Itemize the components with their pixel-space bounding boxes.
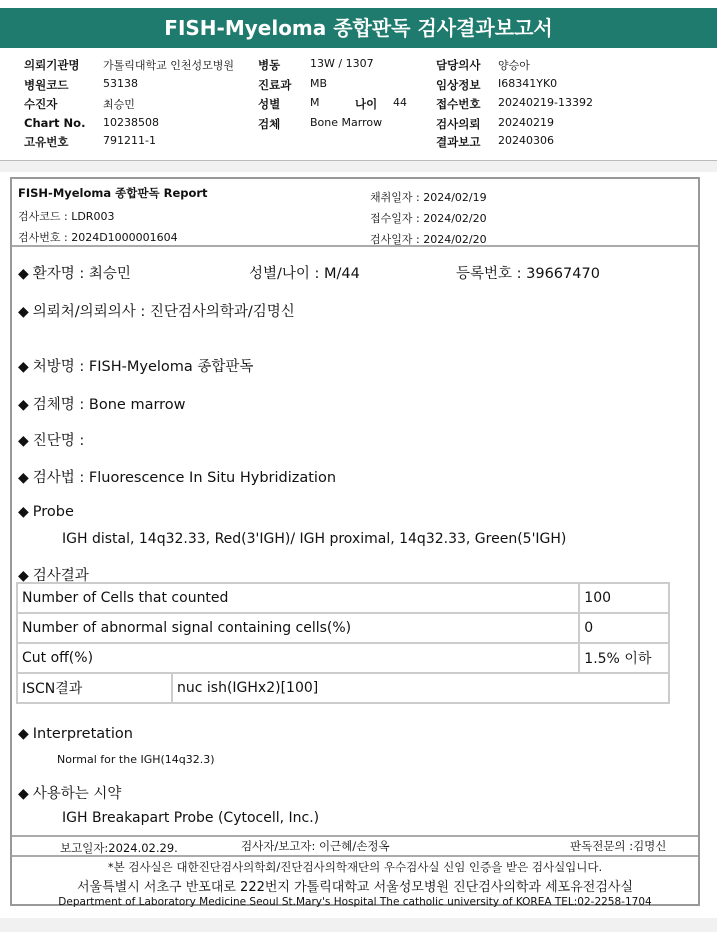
- patient-info-block: [0, 55, 717, 159]
- report-value: 20240306: [498, 134, 554, 147]
- probe-line: [18, 504, 74, 520]
- reagent-line: [18, 782, 121, 803]
- test-number: 검사번호 : 2024D1000001604: [18, 231, 178, 244]
- tested-date: 검사일자 : 2024/02/20: [370, 233, 487, 246]
- receipt-label: 접수번호: [436, 97, 481, 111]
- table-row: [17, 613, 669, 643]
- iscn-label: ISCN결과: [17, 673, 172, 703]
- result-value: 0: [579, 613, 669, 643]
- age-label: 나이: [355, 97, 378, 111]
- registration-number: 등록번호 : 39667470: [456, 266, 600, 282]
- interpretation-detail: Normal for the IGH(14q32.3): [57, 753, 215, 766]
- ward-value: 13W / 1307: [310, 57, 374, 70]
- collect-date: 채취일자 : 2024/02/19: [370, 191, 487, 204]
- diagnosis-text: 진단명 :: [32, 433, 85, 449]
- unique-value: 791211-1: [103, 134, 156, 147]
- referral-text: 의뢰처/의뢰의사 : 진단검사의학과/김명신: [32, 304, 295, 320]
- sex-value: M: [310, 96, 320, 109]
- iscn-value: nuc ish(IGHx2)[100]: [172, 673, 669, 703]
- table-row: [17, 643, 669, 673]
- received-date: 접수일자 : 2024/02/20: [370, 212, 487, 225]
- lab-address: 서울특별시 서초구 반포대로 222번지 가톨릭대학교 서울성모병원 진단검사의학과 세포유전검사실: [76, 880, 634, 895]
- method-text: 검사법 : Fluorescence In Situ Hybridization: [32, 470, 337, 486]
- interpretation-text: Interpretation: [32, 726, 133, 742]
- patient-line: [18, 262, 131, 283]
- certification-note: *본 검사실은 대한진단검사의학회/진단검사의학재단의 우수검사실 신임 인증을 받은 검사실입니다.: [107, 860, 603, 874]
- table-row: [17, 583, 669, 613]
- report-label: 결과보고: [436, 135, 481, 149]
- recipient-value: 최승민: [103, 98, 135, 111]
- specimen-label: 검체: [258, 117, 281, 131]
- diamond-bullet-icon: ◆: [18, 470, 29, 486]
- report-header: [12, 179, 698, 247]
- test-code: 검사코드 : LDR003: [18, 210, 115, 223]
- bottom-band: [0, 918, 717, 932]
- diagnosis-line: [18, 429, 84, 450]
- dept-value: MB: [310, 77, 328, 90]
- tester: 검사자/보고자: 이근혜/손정옥: [241, 839, 390, 853]
- report-date: 보고일자:2024.02.29.: [60, 841, 178, 855]
- result-label: Cut off(%): [17, 643, 579, 673]
- diamond-bullet-icon: ◆: [18, 504, 29, 520]
- patient-name: 환자명 : 최승민: [32, 266, 131, 282]
- report-title: FISH-Myeloma 종합판독 Report: [18, 186, 208, 200]
- ward-label: 병동: [258, 58, 281, 72]
- dept-label: 진료과: [258, 78, 292, 92]
- report-box: [10, 177, 700, 906]
- diamond-bullet-icon: ◆: [18, 726, 29, 742]
- hospital-label: 의뢰기관명: [24, 58, 80, 72]
- diamond-bullet-icon: ◆: [18, 433, 29, 449]
- diamond-bullet-icon: ◆: [18, 786, 29, 802]
- specimen-text: 검체명 : Bone marrow: [32, 397, 186, 413]
- probe-text: Probe: [32, 504, 74, 520]
- prescription-text: 처방명 : FISH-Myeloma 종합판독: [32, 359, 254, 375]
- unique-label: 고유번호: [24, 135, 69, 149]
- specimen-line: [18, 393, 186, 414]
- lab-footer: [12, 855, 698, 908]
- page-title: FISH-Myeloma 종합판독 검사결과보고서: [0, 8, 717, 48]
- probe-detail: IGH distal, 14q32.33, Red(3'IGH)/ IGH proximal, 14q32.33, Green(5'IGH): [62, 531, 567, 547]
- diamond-bullet-icon: ◆: [18, 397, 29, 413]
- reagent-text: 사용하는 시약: [32, 786, 122, 802]
- age-value: 44: [393, 96, 407, 109]
- recipient-label: 수진자: [24, 97, 58, 111]
- clinical-value: I68341YK0: [498, 77, 558, 90]
- table-row: [17, 673, 669, 703]
- prescription-line: [18, 355, 253, 376]
- specimen-value: Bone Marrow: [310, 116, 383, 129]
- request-value: 20240219: [498, 116, 554, 129]
- doctor-value: 양승아: [498, 59, 530, 72]
- results-table: [16, 582, 670, 704]
- results-text: 검사결과: [32, 568, 89, 584]
- hospital-value: 가톨릭대학교 인천성모병원: [103, 59, 235, 72]
- report-footer-signatures: [12, 835, 698, 855]
- result-label: Number of abnormal signal containing cells(%): [17, 613, 579, 643]
- reagent-detail: IGH Breakapart Probe (Cytocell, Inc.): [62, 810, 320, 826]
- diamond-bullet-icon: ◆: [18, 266, 29, 282]
- request-label: 검사의뢰: [436, 117, 481, 131]
- diamond-bullet-icon: ◆: [18, 568, 29, 584]
- result-value: 100: [579, 583, 669, 613]
- chart-label: Chart No.: [24, 116, 86, 130]
- code-value: 53138: [103, 77, 138, 90]
- chart-value: 10238508: [103, 116, 159, 129]
- diamond-bullet-icon: ◆: [18, 304, 29, 320]
- doctor-label: 담당의사: [436, 58, 481, 72]
- result-label: Number of Cells that counted: [17, 583, 579, 613]
- interpretation-line: [18, 726, 133, 742]
- lab-english: Department of Laboratory Medicine Seoul St.Mary's Hospital The catholic university of KOREA TEL:02-2258-1704: [58, 896, 652, 908]
- code-label: 병원코드: [24, 78, 69, 92]
- diamond-bullet-icon: ◆: [18, 359, 29, 375]
- separator-band: [0, 160, 717, 172]
- sex-age: 성별/나이 : M/44: [249, 266, 360, 282]
- clinical-label: 임상정보: [436, 78, 481, 92]
- method-line: [18, 466, 336, 487]
- referral-line: [18, 300, 295, 321]
- result-value: 1.5% 이하: [579, 643, 669, 673]
- expert: 판독전문의 :김명신: [570, 839, 667, 853]
- sex-label: 성별: [258, 97, 281, 111]
- receipt-value: 20240219-13392: [498, 96, 593, 109]
